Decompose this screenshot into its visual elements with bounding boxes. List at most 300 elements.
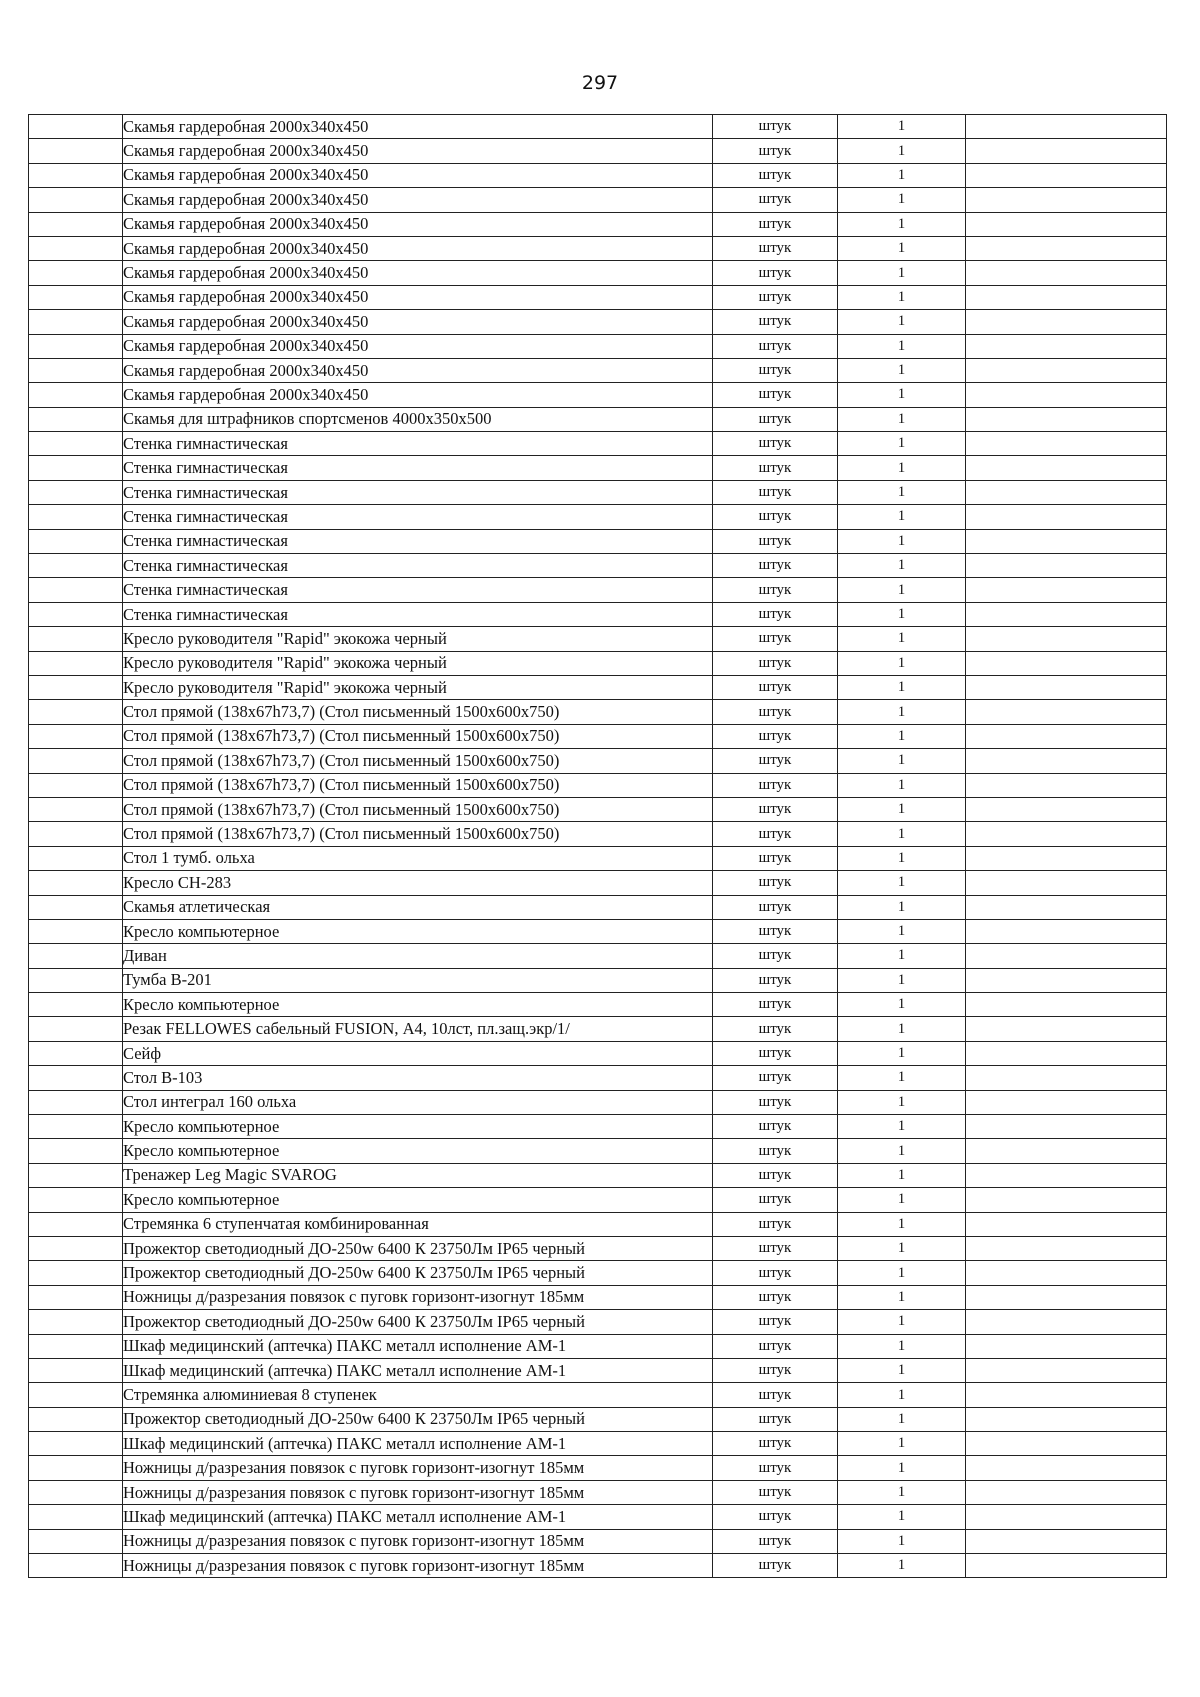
note-cell bbox=[966, 1066, 1167, 1090]
table-row bbox=[29, 944, 1167, 968]
unit-cell: штук bbox=[713, 1017, 838, 1041]
note-cell bbox=[966, 1139, 1167, 1163]
row-number-cell bbox=[29, 1554, 123, 1578]
unit-cell: штук bbox=[713, 1407, 838, 1431]
quantity-cell: 1 bbox=[838, 261, 966, 285]
table-row bbox=[29, 358, 1167, 382]
unit-cell: штук bbox=[713, 944, 838, 968]
note-cell bbox=[966, 1212, 1167, 1236]
quantity-cell: 1 bbox=[838, 1285, 966, 1309]
page-number: 297 bbox=[581, 72, 619, 94]
unit-cell: штук bbox=[713, 139, 838, 163]
table-row bbox=[29, 1236, 1167, 1260]
row-number-cell bbox=[29, 480, 123, 504]
item-name-cell: Стенка гимнастическая bbox=[123, 480, 713, 504]
quantity-cell: 1 bbox=[838, 1017, 966, 1041]
item-name-cell: Кресло компьютерное bbox=[123, 993, 713, 1017]
item-name-cell: Стол прямой (138х67h73,7) (Стол письменный 1500х600х750) bbox=[123, 724, 713, 748]
unit-cell: штук bbox=[713, 1090, 838, 1114]
note-cell bbox=[966, 578, 1167, 602]
quantity-cell: 1 bbox=[838, 1432, 966, 1456]
quantity-cell: 1 bbox=[838, 1529, 966, 1553]
item-name-cell: Сейф bbox=[123, 1041, 713, 1065]
note-cell bbox=[966, 1017, 1167, 1041]
quantity-cell: 1 bbox=[838, 627, 966, 651]
unit-cell: штук bbox=[713, 700, 838, 724]
quantity-cell: 1 bbox=[838, 1480, 966, 1504]
row-number-cell bbox=[29, 651, 123, 675]
row-number-cell bbox=[29, 1358, 123, 1382]
item-name-cell: Ножницы д/разрезания повязок с пуговк горизонт-изогнут 185мм bbox=[123, 1529, 713, 1553]
table-row bbox=[29, 627, 1167, 651]
item-name-cell: Стремянка алюминиевая 8 ступенек bbox=[123, 1383, 713, 1407]
item-name-cell: Ножницы д/разрезания повязок с пуговк горизонт-изогнут 185мм bbox=[123, 1456, 713, 1480]
row-number-cell bbox=[29, 773, 123, 797]
quantity-cell: 1 bbox=[838, 700, 966, 724]
row-number-cell bbox=[29, 1334, 123, 1358]
note-cell bbox=[966, 1432, 1167, 1456]
unit-cell: штук bbox=[713, 334, 838, 358]
item-name-cell: Стенка гимнастическая bbox=[123, 432, 713, 456]
note-cell bbox=[966, 188, 1167, 212]
quantity-cell: 1 bbox=[838, 1163, 966, 1187]
row-number-cell bbox=[29, 993, 123, 1017]
row-number-cell bbox=[29, 529, 123, 553]
item-name-cell: Стол прямой (138х67h73,7) (Стол письменный 1500х600х750) bbox=[123, 822, 713, 846]
item-name-cell: Скамья гардеробная 2000х340х450 bbox=[123, 236, 713, 260]
item-name-cell: Шкаф медицинский (аптечка) ПАКС металл исполнение АМ-1 bbox=[123, 1358, 713, 1382]
unit-cell: штук bbox=[713, 188, 838, 212]
unit-cell: штук bbox=[713, 724, 838, 748]
unit-cell: штук bbox=[713, 1554, 838, 1578]
table-row bbox=[29, 602, 1167, 626]
unit-cell: штук bbox=[713, 1066, 838, 1090]
unit-cell: штук bbox=[713, 236, 838, 260]
table-row bbox=[29, 1432, 1167, 1456]
note-cell bbox=[966, 529, 1167, 553]
quantity-cell: 1 bbox=[838, 1090, 966, 1114]
table-row bbox=[29, 993, 1167, 1017]
note-cell bbox=[966, 773, 1167, 797]
note-cell bbox=[966, 846, 1167, 870]
quantity-cell: 1 bbox=[838, 822, 966, 846]
note-cell bbox=[966, 602, 1167, 626]
table-row bbox=[29, 1407, 1167, 1431]
unit-cell: штук bbox=[713, 1310, 838, 1334]
row-number-cell bbox=[29, 1456, 123, 1480]
table-row bbox=[29, 1041, 1167, 1065]
item-name-cell: Прожектор светодиодный ДО-250w 6400 К 23750Лм IP65 черный bbox=[123, 1236, 713, 1260]
unit-cell: штук bbox=[713, 1358, 838, 1382]
unit-cell: штук bbox=[713, 1432, 838, 1456]
quantity-cell: 1 bbox=[838, 188, 966, 212]
item-name-cell: Прожектор светодиодный ДО-250w 6400 К 23750Лм IP65 черный bbox=[123, 1261, 713, 1285]
row-number-cell bbox=[29, 1066, 123, 1090]
row-number-cell bbox=[29, 407, 123, 431]
item-name-cell: Скамья для штрафников спортсменов 4000х350х500 bbox=[123, 407, 713, 431]
note-cell bbox=[966, 212, 1167, 236]
note-cell bbox=[966, 358, 1167, 382]
note-cell bbox=[966, 1115, 1167, 1139]
row-number-cell bbox=[29, 871, 123, 895]
quantity-cell: 1 bbox=[838, 432, 966, 456]
item-name-cell: Ножницы д/разрезания повязок с пуговк горизонт-изогнут 185мм bbox=[123, 1554, 713, 1578]
row-number-cell bbox=[29, 944, 123, 968]
table-row bbox=[29, 919, 1167, 943]
unit-cell: штук bbox=[713, 675, 838, 699]
note-cell bbox=[966, 407, 1167, 431]
quantity-cell: 1 bbox=[838, 1505, 966, 1529]
table-row bbox=[29, 285, 1167, 309]
quantity-cell: 1 bbox=[838, 1261, 966, 1285]
unit-cell: штук bbox=[713, 1285, 838, 1309]
row-number-cell bbox=[29, 554, 123, 578]
note-cell bbox=[966, 1358, 1167, 1382]
note-cell bbox=[966, 627, 1167, 651]
row-number-cell bbox=[29, 797, 123, 821]
row-number-cell bbox=[29, 749, 123, 773]
quantity-cell: 1 bbox=[838, 480, 966, 504]
table-row bbox=[29, 895, 1167, 919]
unit-cell: штук bbox=[713, 310, 838, 334]
row-number-cell bbox=[29, 846, 123, 870]
quantity-cell: 1 bbox=[838, 993, 966, 1017]
note-cell bbox=[966, 1041, 1167, 1065]
note-cell bbox=[966, 895, 1167, 919]
table-row bbox=[29, 1310, 1167, 1334]
row-number-cell bbox=[29, 968, 123, 992]
table-row bbox=[29, 407, 1167, 431]
row-number-cell bbox=[29, 334, 123, 358]
note-cell bbox=[966, 1407, 1167, 1431]
unit-cell: штук bbox=[713, 797, 838, 821]
item-name-cell: Кресло руководителя "Rapid" экокожа черный bbox=[123, 675, 713, 699]
note-cell bbox=[966, 432, 1167, 456]
row-number-cell bbox=[29, 1310, 123, 1334]
item-name-cell: Скамья гардеробная 2000х340х450 bbox=[123, 163, 713, 187]
unit-cell: штук bbox=[713, 1236, 838, 1260]
item-name-cell: Стол прямой (138х67h73,7) (Стол письменный 1500х600х750) bbox=[123, 700, 713, 724]
note-cell bbox=[966, 456, 1167, 480]
item-name-cell: Резак FELLOWES сабельный FUSION, А4, 10лст, пл.защ.экр/1/ bbox=[123, 1017, 713, 1041]
unit-cell: штук bbox=[713, 871, 838, 895]
note-cell bbox=[966, 822, 1167, 846]
note-cell bbox=[966, 797, 1167, 821]
row-number-cell bbox=[29, 188, 123, 212]
note-cell bbox=[966, 236, 1167, 260]
unit-cell: штук bbox=[713, 1456, 838, 1480]
note-cell bbox=[966, 968, 1167, 992]
item-name-cell: Стол прямой (138х67h73,7) (Стол письменный 1500х600х750) bbox=[123, 773, 713, 797]
row-number-cell bbox=[29, 115, 123, 139]
row-number-cell bbox=[29, 505, 123, 529]
item-name-cell: Кресло компьютерное bbox=[123, 1115, 713, 1139]
table-row bbox=[29, 1261, 1167, 1285]
quantity-cell: 1 bbox=[838, 383, 966, 407]
unit-cell: штук bbox=[713, 261, 838, 285]
quantity-cell: 1 bbox=[838, 724, 966, 748]
row-number-cell bbox=[29, 1505, 123, 1529]
table-row bbox=[29, 871, 1167, 895]
note-cell bbox=[966, 749, 1167, 773]
table-row bbox=[29, 651, 1167, 675]
item-name-cell: Скамья гардеробная 2000х340х450 bbox=[123, 383, 713, 407]
unit-cell: штук bbox=[713, 651, 838, 675]
table-row bbox=[29, 1115, 1167, 1139]
table-row bbox=[29, 261, 1167, 285]
row-number-cell bbox=[29, 627, 123, 651]
note-cell bbox=[966, 554, 1167, 578]
row-number-cell bbox=[29, 602, 123, 626]
quantity-cell: 1 bbox=[838, 675, 966, 699]
quantity-cell: 1 bbox=[838, 139, 966, 163]
item-name-cell: Скамья гардеробная 2000х340х450 bbox=[123, 310, 713, 334]
quantity-cell: 1 bbox=[838, 1188, 966, 1212]
quantity-cell: 1 bbox=[838, 944, 966, 968]
row-number-cell bbox=[29, 432, 123, 456]
table-row bbox=[29, 334, 1167, 358]
item-name-cell: Скамья гардеробная 2000х340х450 bbox=[123, 139, 713, 163]
table-row bbox=[29, 1456, 1167, 1480]
table-row bbox=[29, 700, 1167, 724]
unit-cell: штук bbox=[713, 358, 838, 382]
row-number-cell bbox=[29, 358, 123, 382]
quantity-cell: 1 bbox=[838, 1066, 966, 1090]
note-cell bbox=[966, 334, 1167, 358]
table-row bbox=[29, 188, 1167, 212]
item-name-cell: Стенка гимнастическая bbox=[123, 554, 713, 578]
unit-cell: штук bbox=[713, 1188, 838, 1212]
note-cell bbox=[966, 115, 1167, 139]
note-cell bbox=[966, 139, 1167, 163]
unit-cell: штук bbox=[713, 1505, 838, 1529]
quantity-cell: 1 bbox=[838, 797, 966, 821]
item-name-cell: Скамья гардеробная 2000х340х450 bbox=[123, 285, 713, 309]
quantity-cell: 1 bbox=[838, 285, 966, 309]
item-name-cell: Диван bbox=[123, 944, 713, 968]
item-name-cell: Скамья гардеробная 2000х340х450 bbox=[123, 188, 713, 212]
unit-cell: штук bbox=[713, 968, 838, 992]
item-name-cell: Кресло компьютерное bbox=[123, 1139, 713, 1163]
table-row bbox=[29, 773, 1167, 797]
row-number-cell bbox=[29, 1212, 123, 1236]
unit-cell: штук bbox=[713, 749, 838, 773]
table-row bbox=[29, 749, 1167, 773]
row-number-cell bbox=[29, 578, 123, 602]
quantity-cell: 1 bbox=[838, 968, 966, 992]
unit-cell: штук bbox=[713, 407, 838, 431]
row-number-cell bbox=[29, 1285, 123, 1309]
quantity-cell: 1 bbox=[838, 846, 966, 870]
unit-cell: штук bbox=[713, 822, 838, 846]
quantity-cell: 1 bbox=[838, 1236, 966, 1260]
quantity-cell: 1 bbox=[838, 529, 966, 553]
item-name-cell: Стремянка 6 ступенчатая комбинированная bbox=[123, 1212, 713, 1236]
note-cell bbox=[966, 1236, 1167, 1260]
row-number-cell bbox=[29, 1529, 123, 1553]
unit-cell: штук bbox=[713, 1480, 838, 1504]
row-number-cell bbox=[29, 212, 123, 236]
item-name-cell: Кресло компьютерное bbox=[123, 919, 713, 943]
item-name-cell: Шкаф медицинский (аптечка) ПАКС металл исполнение АМ-1 bbox=[123, 1334, 713, 1358]
unit-cell: штук bbox=[713, 505, 838, 529]
quantity-cell: 1 bbox=[838, 773, 966, 797]
row-number-cell bbox=[29, 1188, 123, 1212]
item-name-cell: Стенка гимнастическая bbox=[123, 529, 713, 553]
row-number-cell bbox=[29, 1480, 123, 1504]
table-row bbox=[29, 1529, 1167, 1553]
item-name-cell: Прожектор светодиодный ДО-250w 6400 К 23750Лм IP65 черный bbox=[123, 1310, 713, 1334]
note-cell bbox=[966, 1163, 1167, 1187]
item-name-cell: Кресло CH-283 bbox=[123, 871, 713, 895]
quantity-cell: 1 bbox=[838, 919, 966, 943]
unit-cell: штук bbox=[713, 627, 838, 651]
unit-cell: штук bbox=[713, 602, 838, 626]
quantity-cell: 1 bbox=[838, 115, 966, 139]
table-row bbox=[29, 554, 1167, 578]
row-number-cell bbox=[29, 456, 123, 480]
row-number-cell bbox=[29, 1236, 123, 1260]
row-number-cell bbox=[29, 1115, 123, 1139]
table-row bbox=[29, 1554, 1167, 1578]
unit-cell: штук bbox=[713, 1163, 838, 1187]
unit-cell: штук bbox=[713, 846, 838, 870]
note-cell bbox=[966, 1285, 1167, 1309]
unit-cell: штук bbox=[713, 895, 838, 919]
note-cell bbox=[966, 1090, 1167, 1114]
table-row bbox=[29, 846, 1167, 870]
unit-cell: штук bbox=[713, 456, 838, 480]
item-name-cell: Кресло руководителя "Rapid" экокожа черный bbox=[123, 627, 713, 651]
item-name-cell: Скамья гардеробная 2000х340х450 bbox=[123, 115, 713, 139]
unit-cell: штук bbox=[713, 1212, 838, 1236]
note-cell bbox=[966, 1188, 1167, 1212]
unit-cell: штук bbox=[713, 115, 838, 139]
quantity-cell: 1 bbox=[838, 456, 966, 480]
quantity-cell: 1 bbox=[838, 578, 966, 602]
item-name-cell: Стол 1 тумб. ольха bbox=[123, 846, 713, 870]
table-row bbox=[29, 1505, 1167, 1529]
table-row bbox=[29, 236, 1167, 260]
row-number-cell bbox=[29, 895, 123, 919]
note-cell bbox=[966, 1505, 1167, 1529]
note-cell bbox=[966, 163, 1167, 187]
row-number-cell bbox=[29, 285, 123, 309]
item-name-cell: Скамья гардеробная 2000х340х450 bbox=[123, 358, 713, 382]
row-number-cell bbox=[29, 724, 123, 748]
table-row bbox=[29, 505, 1167, 529]
table-row bbox=[29, 115, 1167, 139]
quantity-cell: 1 bbox=[838, 554, 966, 578]
row-number-cell bbox=[29, 1163, 123, 1187]
quantity-cell: 1 bbox=[838, 1456, 966, 1480]
quantity-cell: 1 bbox=[838, 1115, 966, 1139]
quantity-cell: 1 bbox=[838, 1212, 966, 1236]
inventory-table bbox=[28, 114, 1167, 1578]
unit-cell: штук bbox=[713, 480, 838, 504]
note-cell bbox=[966, 871, 1167, 895]
item-name-cell: Прожектор светодиодный ДО-250w 6400 К 23750Лм IP65 черный bbox=[123, 1407, 713, 1431]
item-name-cell: Кресло руководителя "Rapid" экокожа черный bbox=[123, 651, 713, 675]
unit-cell: штук bbox=[713, 1115, 838, 1139]
row-number-cell bbox=[29, 1261, 123, 1285]
note-cell bbox=[966, 993, 1167, 1017]
item-name-cell: Тренажер Leg Magic SVAROG bbox=[123, 1163, 713, 1187]
quantity-cell: 1 bbox=[838, 1139, 966, 1163]
quantity-cell: 1 bbox=[838, 212, 966, 236]
table-row bbox=[29, 1090, 1167, 1114]
table-row bbox=[29, 480, 1167, 504]
quantity-cell: 1 bbox=[838, 407, 966, 431]
item-name-cell: Скамья гардеробная 2000х340х450 bbox=[123, 334, 713, 358]
table-row bbox=[29, 1212, 1167, 1236]
table-row bbox=[29, 456, 1167, 480]
note-cell bbox=[966, 1480, 1167, 1504]
note-cell bbox=[966, 285, 1167, 309]
table-row bbox=[29, 529, 1167, 553]
row-number-cell bbox=[29, 1383, 123, 1407]
item-name-cell: Ножницы д/разрезания повязок с пуговк горизонт-изогнут 185мм bbox=[123, 1285, 713, 1309]
row-number-cell bbox=[29, 236, 123, 260]
note-cell bbox=[966, 724, 1167, 748]
row-number-cell bbox=[29, 383, 123, 407]
row-number-cell bbox=[29, 1407, 123, 1431]
row-number-cell bbox=[29, 310, 123, 334]
table-row bbox=[29, 1139, 1167, 1163]
table-row bbox=[29, 797, 1167, 821]
note-cell bbox=[966, 1529, 1167, 1553]
item-name-cell: Стол прямой (138х67h73,7) (Стол письменный 1500х600х750) bbox=[123, 797, 713, 821]
unit-cell: штук bbox=[713, 1261, 838, 1285]
item-name-cell: Скамья гардеробная 2000х340х450 bbox=[123, 212, 713, 236]
unit-cell: штук bbox=[713, 1383, 838, 1407]
unit-cell: штук bbox=[713, 432, 838, 456]
unit-cell: штук bbox=[713, 578, 838, 602]
row-number-cell bbox=[29, 163, 123, 187]
unit-cell: штук bbox=[713, 1334, 838, 1358]
quantity-cell: 1 bbox=[838, 236, 966, 260]
quantity-cell: 1 bbox=[838, 1041, 966, 1065]
unit-cell: штук bbox=[713, 919, 838, 943]
table-row bbox=[29, 163, 1167, 187]
table-row bbox=[29, 1066, 1167, 1090]
note-cell bbox=[966, 1334, 1167, 1358]
table-row bbox=[29, 724, 1167, 748]
unit-cell: штук bbox=[713, 212, 838, 236]
quantity-cell: 1 bbox=[838, 163, 966, 187]
table-row bbox=[29, 968, 1167, 992]
note-cell bbox=[966, 651, 1167, 675]
table-row bbox=[29, 310, 1167, 334]
unit-cell: штук bbox=[713, 163, 838, 187]
row-number-cell bbox=[29, 261, 123, 285]
unit-cell: штук bbox=[713, 383, 838, 407]
table-row bbox=[29, 1383, 1167, 1407]
quantity-cell: 1 bbox=[838, 358, 966, 382]
row-number-cell bbox=[29, 700, 123, 724]
note-cell bbox=[966, 505, 1167, 529]
table-row bbox=[29, 1358, 1167, 1382]
note-cell bbox=[966, 1456, 1167, 1480]
item-name-cell: Скамья гардеробная 2000х340х450 bbox=[123, 261, 713, 285]
row-number-cell bbox=[29, 1090, 123, 1114]
note-cell bbox=[966, 480, 1167, 504]
table-row bbox=[29, 212, 1167, 236]
quantity-cell: 1 bbox=[838, 1334, 966, 1358]
table-row bbox=[29, 675, 1167, 699]
row-number-cell bbox=[29, 139, 123, 163]
table-row bbox=[29, 578, 1167, 602]
